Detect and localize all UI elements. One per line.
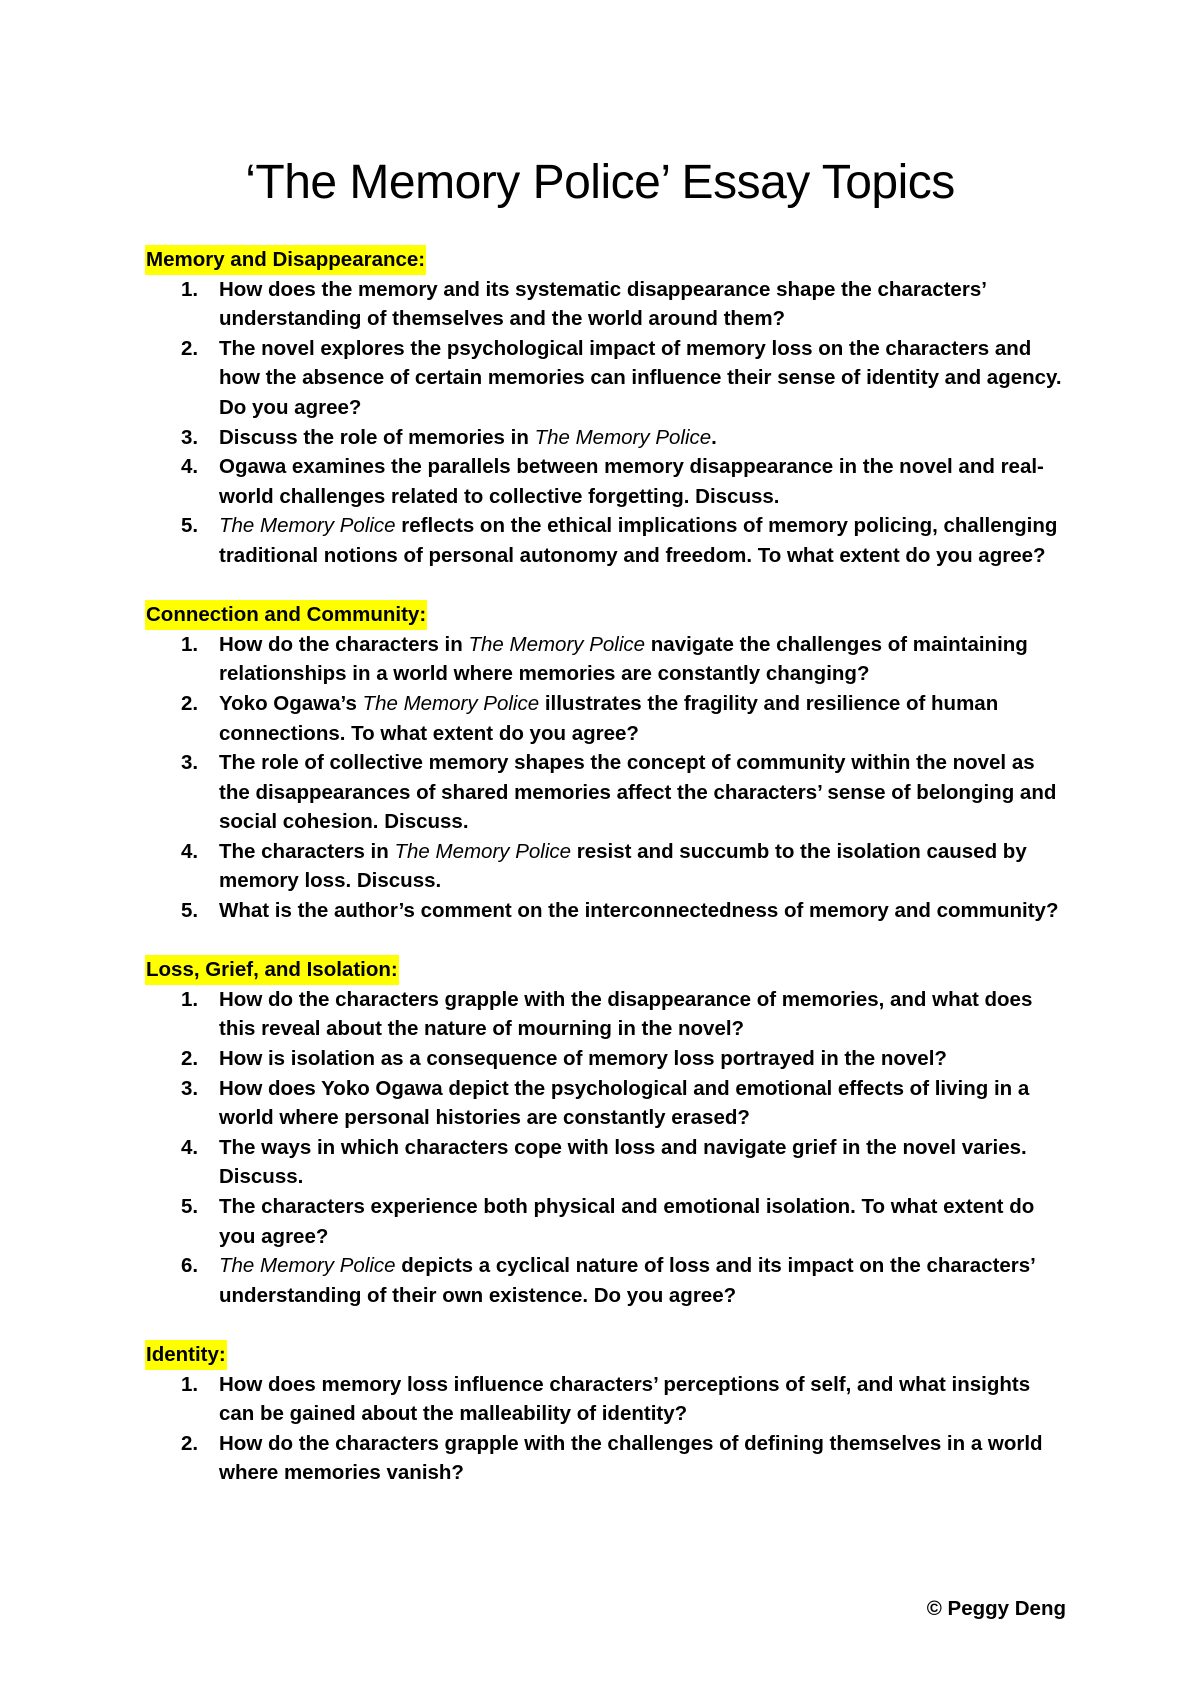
topic-section [145,600,1065,926]
topic-number: 4. [181,839,199,863]
topic-item [145,334,1065,423]
topic-text: Discuss the role of memories in [219,425,535,449]
topic-text: resist and succumb to the isolation caused by memory loss. Discuss. [219,839,1027,893]
book-title-italic: The Memory Police [394,839,572,863]
topic-text: How does Yoko Ogawa depict the psychological and emotional effects of living in a world where personal histories are constantly erased? [219,1076,1030,1130]
topic-text: The ways in which characters cope with loss and navigate grief in the novel varies. Discuss. [219,1135,1027,1189]
topic-item [145,1429,1065,1488]
topic-item [145,1192,1065,1251]
topic-text: The role of collective memory shapes the concept of community within the novel as the disappearances of shared memories affect the characters’ sense of belonging and social cohesion. Discuss. [219,751,1057,834]
topic-text: How is isolation as a consequence of memory loss portrayed in the novel? [219,1047,947,1071]
topic-number: 3. [181,1076,199,1100]
topic-number: 3. [181,751,199,775]
book-title-italic: The Memory Police [219,514,396,538]
topic-text: Ogawa examines the parallels between memory disappearance in the novel and real-world challenges related to collective forgetting. Discuss. [219,455,1044,508]
topic-number: 3. [181,425,199,449]
topic-text: Yoko Ogawa’s [219,691,363,715]
topic-text: What is the author’s comment on the interconnectedness of memory and community? [219,899,1059,923]
section-heading: Connection and Community: [145,600,427,630]
topic-item [145,1251,1065,1310]
topic-item [145,985,1065,1044]
topic-item [145,1370,1065,1429]
book-title-italic: The Memory Police [468,632,646,656]
topic-text: The characters experience both physical and emotional isolation. To what extent do you agree? [219,1195,1035,1248]
topic-text: The characters in [219,839,395,863]
topic-number: 1. [181,632,199,656]
copyright-footer: © Peggy Deng [926,1597,1066,1620]
topic-section [145,1340,1065,1488]
topic-item [145,630,1065,689]
topic-number: 4. [181,1135,199,1159]
topic-number: 6. [181,1254,199,1278]
topic-text: How do the characters grapple with the disappearance of memories, and what does this reveal about the nature of mourning in the novel? [219,987,1033,1041]
topic-number: 2. [181,691,199,715]
section-heading: Loss, Grief, and Isolation: [145,955,399,985]
topic-item [145,275,1065,334]
section-heading: Memory and Disappearance: [145,245,426,275]
page-title: ‘The Memory Police’ Essay Topics [245,156,955,209]
section-heading: Identity: [145,1340,227,1370]
topic-item [145,837,1065,896]
topic-section [145,245,1065,571]
topic-text: How does memory loss influence characters’ perceptions of self, and what insights can be gained about the malleability of identity? [219,1372,1031,1426]
topic-number: 2. [181,1431,199,1455]
topic-list [145,985,1065,1311]
topic-number: 4. [181,455,199,479]
topic-number: 1. [181,277,199,301]
topic-list [145,630,1065,926]
topic-text: depicts a cyclical nature of loss and its impact on the characters’ understanding of their own existence. Do you agree? [219,1254,1035,1307]
topic-number: 2. [181,336,199,360]
topic-item [145,1133,1065,1192]
topic-section [145,955,1065,1310]
topic-item [145,1074,1065,1133]
topic-number: 5. [181,899,199,923]
topic-text: . [711,425,717,449]
topic-text: navigate the challenges of maintaining relationships in a world where memories are constantly changing? [219,632,1028,686]
book-title-italic: The Memory Police [219,1254,396,1278]
topic-list [145,1370,1065,1488]
topic-text: How do the characters in [219,632,469,656]
topic-number: 1. [181,987,199,1011]
topic-text: The novel explores the psychological impact of memory loss on the characters and how the absence of certain memories can influence their sense of identity and agency. Do you agree? [219,336,1062,419]
topic-item [145,748,1065,837]
topic-item [145,452,1065,511]
topic-text: How do the characters grapple with the challenges of defining themselves in a world where memories vanish? [219,1431,1043,1485]
book-title-italic: The Memory Police [534,425,712,449]
topics-body [145,245,1065,1518]
topic-item [145,1044,1065,1074]
topic-list [145,275,1065,571]
topic-number: 5. [181,514,199,538]
topic-item [145,896,1065,926]
book-title-italic: The Memory Police [362,691,540,715]
topic-text: reflects on the ethical implications of memory policing, challenging traditional notions of personal autonomy and freedom. To what extent do you agree? [219,514,1058,567]
topic-item [145,511,1065,570]
topic-item [145,423,1065,453]
topic-text: How does the memory and its systematic disappearance shape the characters’ understanding of themselves and the world around them? [219,277,986,331]
topic-number: 2. [181,1047,199,1071]
topic-text: illustrates the fragility and resilience of human connections. To what extent do you agree? [219,691,999,745]
topic-number: 5. [181,1195,199,1218]
topic-item [145,689,1065,748]
topic-number: 1. [181,1372,199,1396]
